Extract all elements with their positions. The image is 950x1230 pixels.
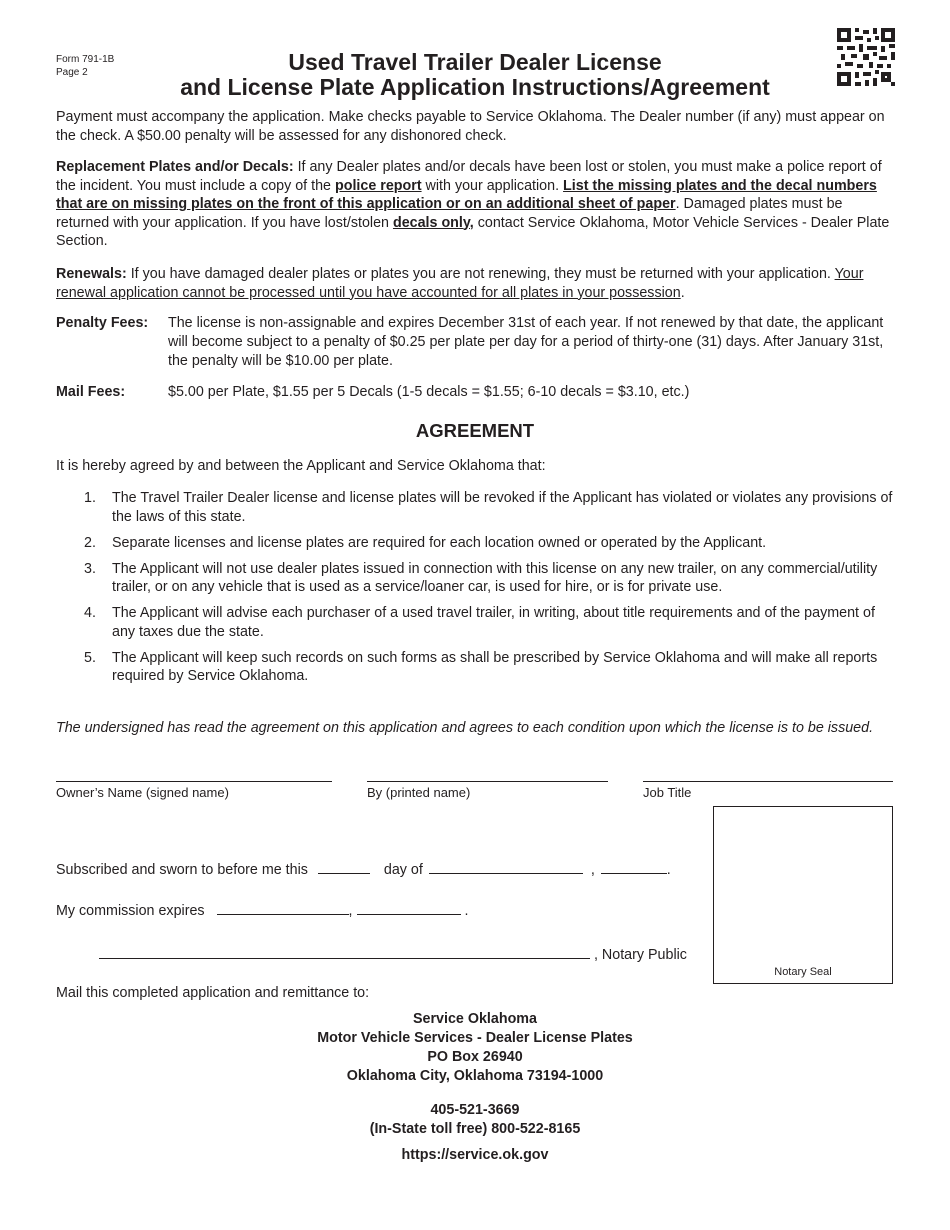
item-text: Separate licenses and license plates are required for each location owned or operated by the Applicant. <box>112 534 767 551</box>
item-text: The Applicant will keep such records on such forms as shall be prescribed by Service Oklahoma and will make all reports required by Service Oklahoma. <box>112 649 878 684</box>
agreement-item <box>56 560 896 597</box>
mail-fees-text: $5.00 per Plate, $1.55 per 5 Decals (1-5 decals = $1.55; 6-10 decals = $3.10, etc.) <box>168 384 690 400</box>
notary-public-label: , Notary Public <box>593 947 687 963</box>
replacement-text: contact Service Oklahoma, Motor Vehicle Services - Dealer Plate Section. <box>56 214 890 249</box>
address-line: Service Oklahoma <box>413 1011 537 1027</box>
item-text: The Travel Trailer Dealer license and license plates will be revoked if the Applicant has violated or violates any provisions of the laws of this state. <box>112 490 893 525</box>
form-identifier <box>56 53 114 79</box>
renewals-label: Renewals: <box>56 266 127 282</box>
contact-phones <box>0 1101 950 1139</box>
replacement-label: Replacement Plates and/or Decals: <box>56 159 294 175</box>
qr-code-icon <box>837 28 895 86</box>
period: . <box>464 903 469 919</box>
day-of-label: day of <box>383 862 423 878</box>
job-title-line[interactable] <box>643 781 893 782</box>
page-number: Page 2 <box>56 67 88 78</box>
replacement-paragraph <box>56 158 896 251</box>
sworn-statement <box>56 859 671 878</box>
item-number: 1. <box>84 490 96 506</box>
title-line-2: and License Plate Application Instructions/Agreement <box>180 74 770 100</box>
police-report-emphasis: police report <box>334 177 422 194</box>
penalty-fees-text: The license is non-assignable and expires December 31st of each year. If not renewed by that date, the applicant will become subject to a penalty of $0.25 per plate per day for a period of thirty-one (31) days. After January 31st, the penalty will be $10.00 per plate. <box>168 315 884 369</box>
month-field[interactable] <box>429 859 583 874</box>
item-number: 2. <box>84 534 96 551</box>
sworn-prefix: Subscribed and sworn to before me this <box>56 862 308 878</box>
mail-fees-label: Mail Fees: <box>56 384 126 400</box>
item-number: 5. <box>84 649 96 666</box>
mailing-address <box>0 1010 950 1086</box>
comma: , <box>348 903 353 919</box>
year-field[interactable] <box>601 859 667 874</box>
item-text: The Applicant will not use dealer plates issued in connection with this license on any new trailer, on any commercial/utility trailer, or on any vehicle that is used as a service/loaner car, is used for hire, or is for private use. <box>112 560 878 595</box>
commission-year-field[interactable] <box>357 900 461 915</box>
comma: , <box>590 862 595 878</box>
website-link[interactable]: https://service.ok.gov <box>401 1147 549 1163</box>
form-number: Form 791-1B <box>56 54 115 65</box>
owner-signature-line[interactable] <box>56 781 332 782</box>
agreement-item <box>56 604 896 641</box>
replacement-text: . Damaged plates must be returned with your application. If you have lost/stolen <box>56 196 843 231</box>
owner-name-label: Owner’s Name (signed name) <box>56 785 229 800</box>
renewals-text: . <box>680 284 685 301</box>
commission-statement <box>56 900 468 919</box>
agreement-statement: The undersigned has read the agreement on this application and agrees to each condition upon which the license is to be issued. <box>56 720 874 736</box>
agreement-list <box>56 489 896 693</box>
item-number: 4. <box>84 605 96 621</box>
notary-public-line <box>99 944 687 963</box>
notary-seal-box <box>713 806 893 984</box>
replacement-text: If any Dealer plates and/or decals have been lost or stolen, you must make a police report of the incident. You must include a copy of the <box>56 159 882 194</box>
notary-signature-field[interactable] <box>99 944 590 959</box>
commission-label: My commission expires <box>56 903 205 919</box>
period: . <box>666 862 671 878</box>
replacement-text: with your application. <box>421 177 564 194</box>
address-line: PO Box 26940 <box>427 1049 523 1065</box>
day-field[interactable] <box>318 859 370 874</box>
title-line-1: Used Travel Trailer Dealer License <box>288 49 662 75</box>
notary-seal-label: Notary Seal <box>774 966 832 978</box>
item-number: 3. <box>84 560 96 577</box>
page-title <box>130 50 820 100</box>
agreement-heading: AGREEMENT <box>415 420 535 441</box>
mailing-instruction: Mail this completed application and remittance to: <box>56 985 370 1001</box>
missing-plates-emphasis: List the missing plates and the decal numbers that are on missing plates on the front of this application or on an additional sheet of paper <box>56 177 877 212</box>
address-line: Oklahoma City, Oklahoma 73194-1000 <box>346 1068 604 1084</box>
agreement-item <box>56 649 896 686</box>
penalty-fees-label: Penalty Fees: <box>56 315 149 331</box>
agreement-item <box>56 489 896 526</box>
penalty-fees-row <box>56 314 896 374</box>
payment-paragraph: Payment must accompany the application. Make checks payable to Service Oklahoma. The Dealer number (if any) must appear on the check. A $50.00 penalty will be assessed for any dishonored check. <box>56 109 885 144</box>
phone-number: 405-521-3669 <box>430 1102 520 1118</box>
address-line: Motor Vehicle Services - Dealer License Plates <box>317 1030 633 1046</box>
printed-name-line[interactable] <box>367 781 608 782</box>
agreement-intro: It is hereby agreed by and between the Applicant and Service Oklahoma that: <box>56 458 546 474</box>
decals-only-emphasis: decals only, <box>392 214 474 231</box>
item-text: The Applicant will advise each purchaser of a used travel trailer, in writing, about title requirements and of the payment of any taxes due the state. <box>112 605 875 640</box>
renewals-paragraph <box>56 265 896 302</box>
renewal-requirement-emphasis: Your renewal application cannot be processed until you have accounted for all plates in your possession <box>56 266 864 301</box>
job-title-label: Job Title <box>643 785 692 800</box>
agreement-item <box>56 534 896 553</box>
commission-date-field[interactable] <box>217 900 349 915</box>
renewals-text: If you have damaged dealer plates or plates you are not renewing, they must be returned with your application. <box>126 266 835 282</box>
toll-free-number: (In-State toll free) 800-522-8165 <box>369 1121 581 1137</box>
printed-name-label: By (printed name) <box>367 785 471 800</box>
mail-fees-row <box>56 383 896 403</box>
